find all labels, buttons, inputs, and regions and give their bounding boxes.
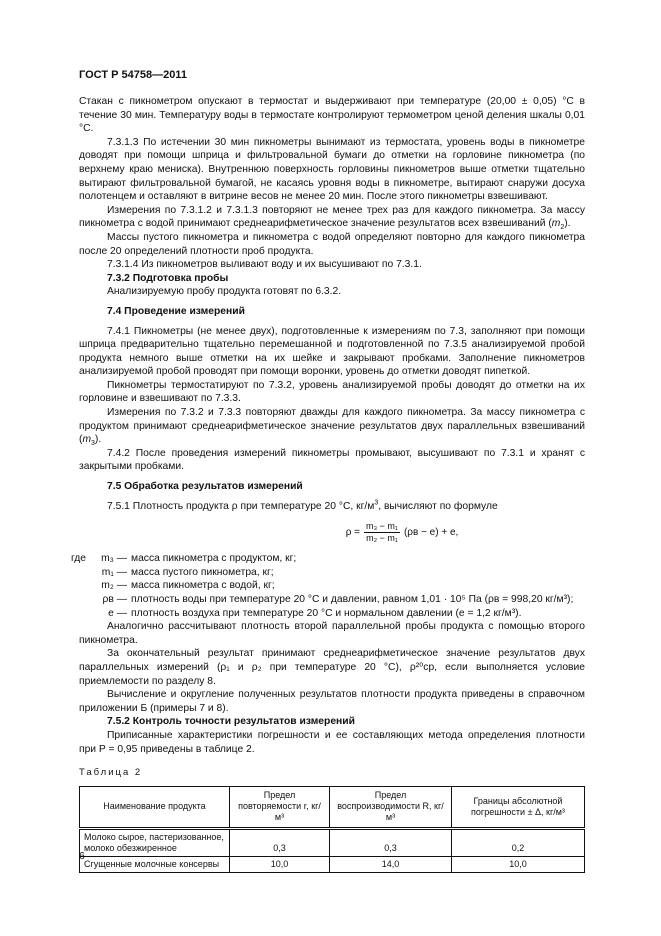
definition-symbol: m₁ — (101, 566, 127, 578)
definition-symbol: m₂ — (101, 580, 127, 592)
paragraph: Измерения по 7.3.1.2 и 7.3.1.3 повторяют не менее трех раз для каждого пикнометра. За массу пикнометра с водой принимают среднеарифметическое значение результатов всех взвешиваний $(m_2)$. (79, 204, 585, 232)
table-cell: 14,0 (330, 856, 452, 872)
definition-symbol: ρв — (102, 594, 127, 605)
definition-item (79, 579, 585, 593)
section-heading: 7.5 Обработка результатов измерений (107, 481, 303, 493)
formula-denominator: m₂ − m₁ (366, 533, 398, 544)
table-header-cell: Предел повторяемости r, кг/м³ (230, 786, 330, 828)
table-cell: 0,3 (330, 828, 452, 856)
formula-fraction (364, 521, 400, 544)
definition-text: масса пустого пикнометра, кг; (131, 566, 274, 578)
table-cell: 0,3 (230, 828, 330, 856)
formula-numerator: m₃ − m₁ (366, 521, 398, 532)
table-cell: 10,0 (230, 856, 330, 872)
precision-table (79, 786, 585, 873)
table-cell: 0,2 (452, 828, 585, 856)
table-cell: Сгущенные молочные консервы (80, 856, 230, 872)
page-number: 6 (79, 850, 85, 862)
paragraph: 7.4.2 После проведения измерений пикнометры промывают, высушивают по 7.3.1 и хранят с закрытыми пробками. (79, 447, 585, 473)
table-caption: Таблица 2 (79, 767, 143, 779)
table-row (80, 856, 585, 872)
definition-item (79, 607, 585, 621)
table-header-cell: Наименование продукта (80, 786, 230, 828)
table-cell: Молоко сырое, пастеризованное, молоко обезжиренное (80, 828, 230, 856)
section-heading: 7.4 Проведение измерений (107, 305, 245, 317)
paragraph: Измерения по 7.3.2 и 7.3.3 повторяют дважды для каждого пикнометра. За массу пикнометра с продуктом принимают среднеарифметическое значение результатов двух параллельных взвешиваний $(m_3)$. (79, 407, 585, 448)
paragraph: Пикнометры термостатируют по 7.3.2, уровень анализируемой пробы доводят до отметки на их горловине и взвешивают по 7.3.3. (79, 379, 585, 405)
definition-item (71, 552, 585, 566)
definition-item (79, 593, 585, 607)
definition-text: плотность воздуха при температуре 20 °С и нормальном давлении (e = 1,2 кг/м³). (131, 607, 522, 619)
paragraph: 7.3.1.4 Из пикнометров выливают воду и их высушивают по 7.3.1. (107, 259, 422, 271)
table-header-cell: Предел воспроизводимости R, кг/м³ (330, 786, 452, 828)
table-row (80, 828, 585, 856)
paragraph: Вычисление и округление полученных результатов плотности продукта приведены в справочном приложении Б (примеры 7 и 8). (79, 689, 585, 714)
paragraph: Приписанные характеристики погрешности и ее составляющих метода определения плотности при P = 0,95 приведены в таблице 2. (79, 729, 585, 755)
section-heading: 7.3.2 Подготовка пробы (107, 272, 229, 284)
paragraph: 7.3.1.3 По истечении 30 мин пикнометры вынимают из термостата, уровень воды в пикнометре доводят при помощи шприца и фильтровальной бумаги до отметки на горловине пикнометра (по верхнему краю мениска). Внутреннюю поверхность горловины пикнометров выше отметки тщательно вытирают фильтровальной бумагой, не касаясь уровня воды в пикнометре, вытирают снаружи досуха полотенцем и оставляют в витрине весов не менее 20 мин. После этого пикнометры взвешивают. (79, 136, 585, 203)
paragraph: Аналогично рассчитывают плотность второй параллельной пробы продукта с помощью второго пикнометра. (79, 621, 585, 646)
paragraph: Анализируемую пробу продукта готовят по 6.3.2. (107, 286, 342, 298)
document-header: ГОСТ Р 54758—2011 (79, 69, 187, 81)
table-header-cell: Границы абсолютной погрешности ± Δ, кг/м³ (452, 786, 585, 828)
paragraph: 7.4.1 Пикнометры (не менее двух), подготовленные к измерениям по 7.3, заполняют при помощи шприца предварительно тщательно перемешанной и подготовленной по 7.3.5 анализируемой пробой продукта немного выше отметки на их шейке и закрывают пробками. Заполнение пикнометров анализируемой пробой проводят при помощи воронки, уровень до отметки доводят пипеткой. (79, 325, 585, 378)
table-cell: 10,0 (452, 856, 585, 872)
definition-text: масса пикнометра с продуктом, кг; (131, 553, 297, 565)
paragraph: За окончательный результат принимают среднеарифметическое значение результатов двух параллельных измерений (ρ₁ и ρ₂ при температуре 20 °С), ρ²⁰ср, если выполняется условие приемлемости по разделу 8. (79, 648, 585, 687)
definition-symbol: где m₃ — (71, 553, 127, 565)
definition-text: масса пикнометра с водой, кг; (131, 580, 275, 592)
paragraph: Стакан с пикнометром опускают в термостат и выдерживают при температуре (20,00 ± 0,05) °С в течение 30 мин. Температуру воды в термостате контролируют термометром ценой деления шкалы 0,01 °С. (79, 96, 585, 135)
formula-definitions (71, 552, 585, 620)
formula-rhs: (ρв − e) + e, (403, 526, 459, 538)
paragraph: 7.5.1 Плотность продукта ρ при температуре 20 °С, $кг/м^3$, вычисляют по формуле (107, 499, 498, 512)
definition-item (79, 566, 585, 580)
formula-lhs: ρ = (345, 526, 360, 538)
paragraph: Массы пустого пикнометра и пикнометра с водой определяют повторно для каждого пикнометра после 20 определений плотности проб продукта. (79, 231, 585, 257)
document-body (71, 95, 585, 873)
definition-symbol: e — (108, 607, 127, 619)
definition-text: плотность воды при температуре 20 °С и давлении, равном 1,01 · 10⁵ Па (ρв = 998,20 кг/м³); (131, 594, 574, 605)
table-header-row (80, 786, 585, 828)
density-formula (219, 521, 585, 544)
section-heading: 7.5.2 Контроль точности результатов измерений (107, 716, 355, 728)
